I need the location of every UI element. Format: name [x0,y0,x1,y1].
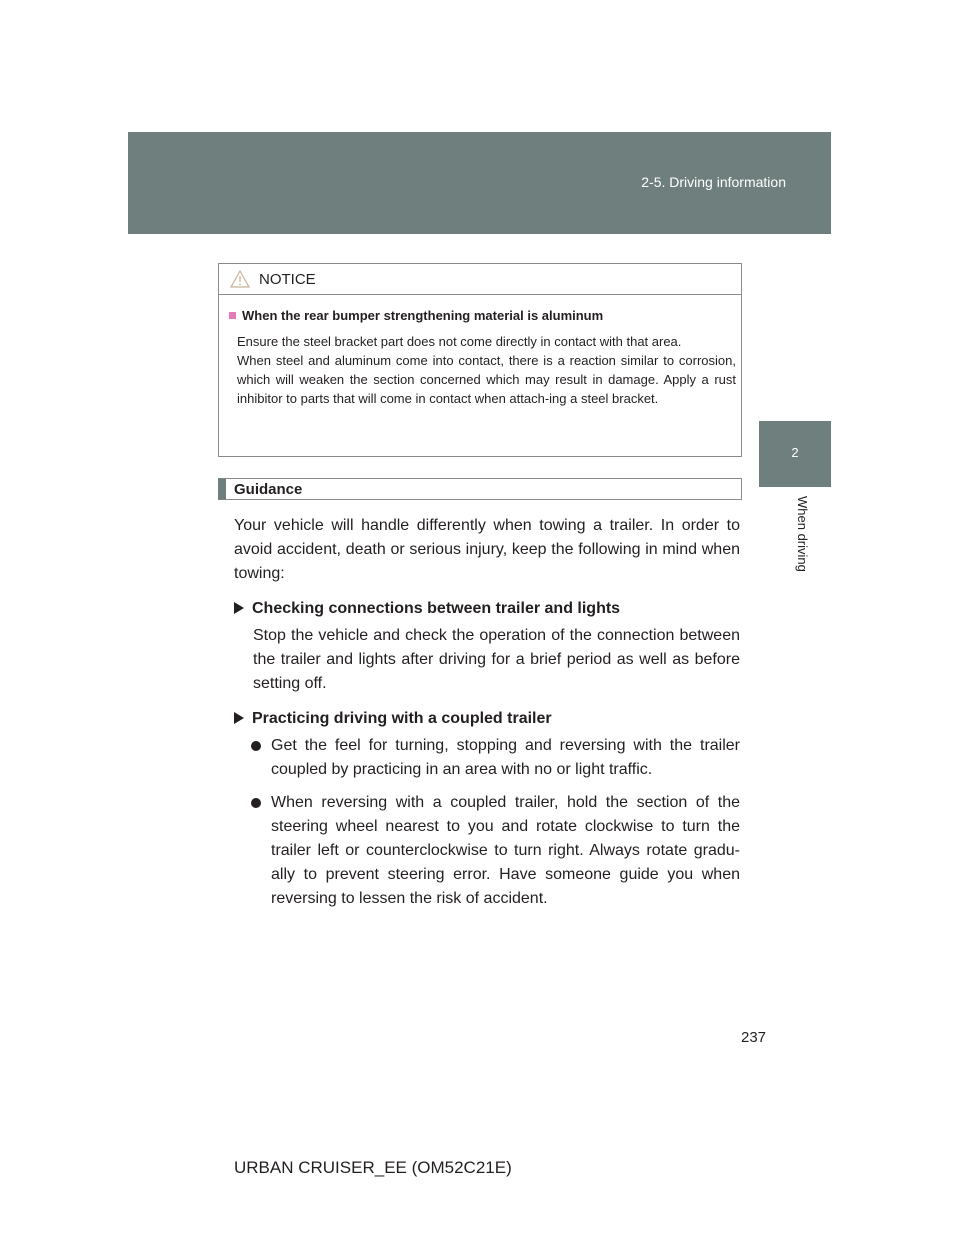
item-text: Stop the vehicle and check the operation of the connection between the trailer and lights after driving for a brief period as well as before setting off. [253,627,740,692]
notice-title: NOTICE [259,271,316,288]
page-number: 237 [741,1029,767,1046]
guidance-title: Guidance [234,481,303,498]
triangle-bullet-icon [234,602,244,614]
item-heading [234,710,740,728]
square-bullet-icon [229,312,236,319]
guidance-content [234,514,740,920]
item-heading [234,600,740,618]
bullet-text: Get the feel for turning, stopping and reversing with the trailer coupled by practicing in an area with no or light traffic. [271,737,740,778]
chapter-number: 2 [791,445,799,460]
bullet-text: When reversing with a coupled trailer, hold the section of the steering wheel nearest to you and rotate clockwise to turn the trailer left or counterclockwise to turn right. Always rotate gradu-ally to prevent steering error. Have someone guide you when reversing to lessen the risk of accident. [271,794,740,907]
notice-body [219,295,741,408]
footer-model-code: URBAN CRUISER_EE (OM52C21E) [234,1158,512,1177]
notice-paragraph: When steel and aluminum come into contact, there is a reaction similar to corrosion, which will weaken the section concerned which may result in damage. Apply a rust inhibitor to parts that will come in contact when attach-ing a steel bracket. [237,353,736,406]
section-label: 2-5. Driving information [641,174,786,190]
notice-paragraph: Ensure the steel bracket part does not come directly in contact with that area. [237,334,682,349]
header-band [128,132,831,234]
item-heading-text: Practicing driving with a coupled trailer [252,710,552,727]
dot-bullet-icon [251,798,261,808]
warning-icon [230,270,250,288]
guidance-intro: Your vehicle will handle differently when towing a trailer. In order to avoid accident, death or serious injury, keep the following in mind when towing: [234,517,740,582]
triangle-bullet-icon [234,712,244,724]
notice-header [219,264,741,295]
notice-subheading-text: When the rear bumper strengthening material is aluminum [242,308,604,323]
chapter-label: When driving [795,496,810,572]
bullet-item [271,734,740,782]
dot-bullet-icon [251,741,261,751]
bullet-item [271,791,740,911]
notice-box [218,263,742,457]
guidance-heading-bar [218,478,742,500]
chapter-tab [759,421,831,487]
item-heading-text: Checking connections between trailer and lights [252,600,621,617]
notice-subheading [229,308,736,323]
